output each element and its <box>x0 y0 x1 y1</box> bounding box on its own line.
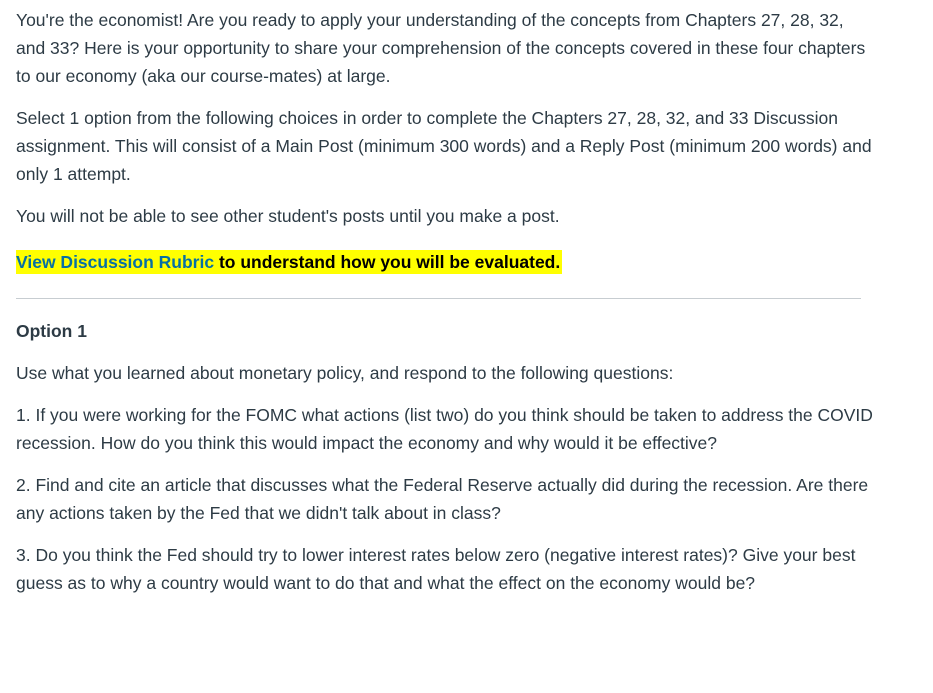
question-2: 2. Find and cite an article that discusses what the Federal Reserve actually did during the recession. Are there any actions taken by the Fed that we didn't talk about in class? <box>16 475 869 523</box>
section-divider <box>16 298 861 299</box>
rubric-line <box>16 248 876 276</box>
option-heading: Option 1 <box>16 321 87 341</box>
option-prompt: Use what you learned about monetary policy, and respond to the following questions: <box>16 363 674 383</box>
rubric-highlight <box>16 250 562 274</box>
no-posts-notice: You will not be able to see other student's posts until you make a post. <box>16 206 560 226</box>
intro-paragraph: You're the economist! Are you ready to apply your understanding of the concepts from Chapters 27, 28, 32, and 33? Here is your opportunity to share your comprehension of the concepts covered in these four chapters to our economy (aka our course-mates) at large. <box>16 10 866 86</box>
rubric-instruction-text: to understand how you will be evaluated. <box>214 252 561 272</box>
question-1: 1. If you were working for the FOMC what actions (list two) do you think should be taken to address the COVID recession. How do you think this would impact the economy and why would it be effective? <box>16 405 873 453</box>
view-discussion-rubric-link[interactable]: View Discussion Rubric <box>16 252 215 272</box>
question-3: 3. Do you think the Fed should try to lower interest rates below zero (negative interest rates)? Give your best guess as to why a country would want to do that and what the effect on the economy would be? <box>16 545 856 593</box>
select-instructions-paragraph: Select 1 option from the following choices in order to complete the Chapters 27, 28, 32, and 33 Discussion assignment. This will consist of a Main Post (minimum 300 words) and a Reply Post (minimum 200 words) and only 1 attempt. <box>16 108 872 184</box>
